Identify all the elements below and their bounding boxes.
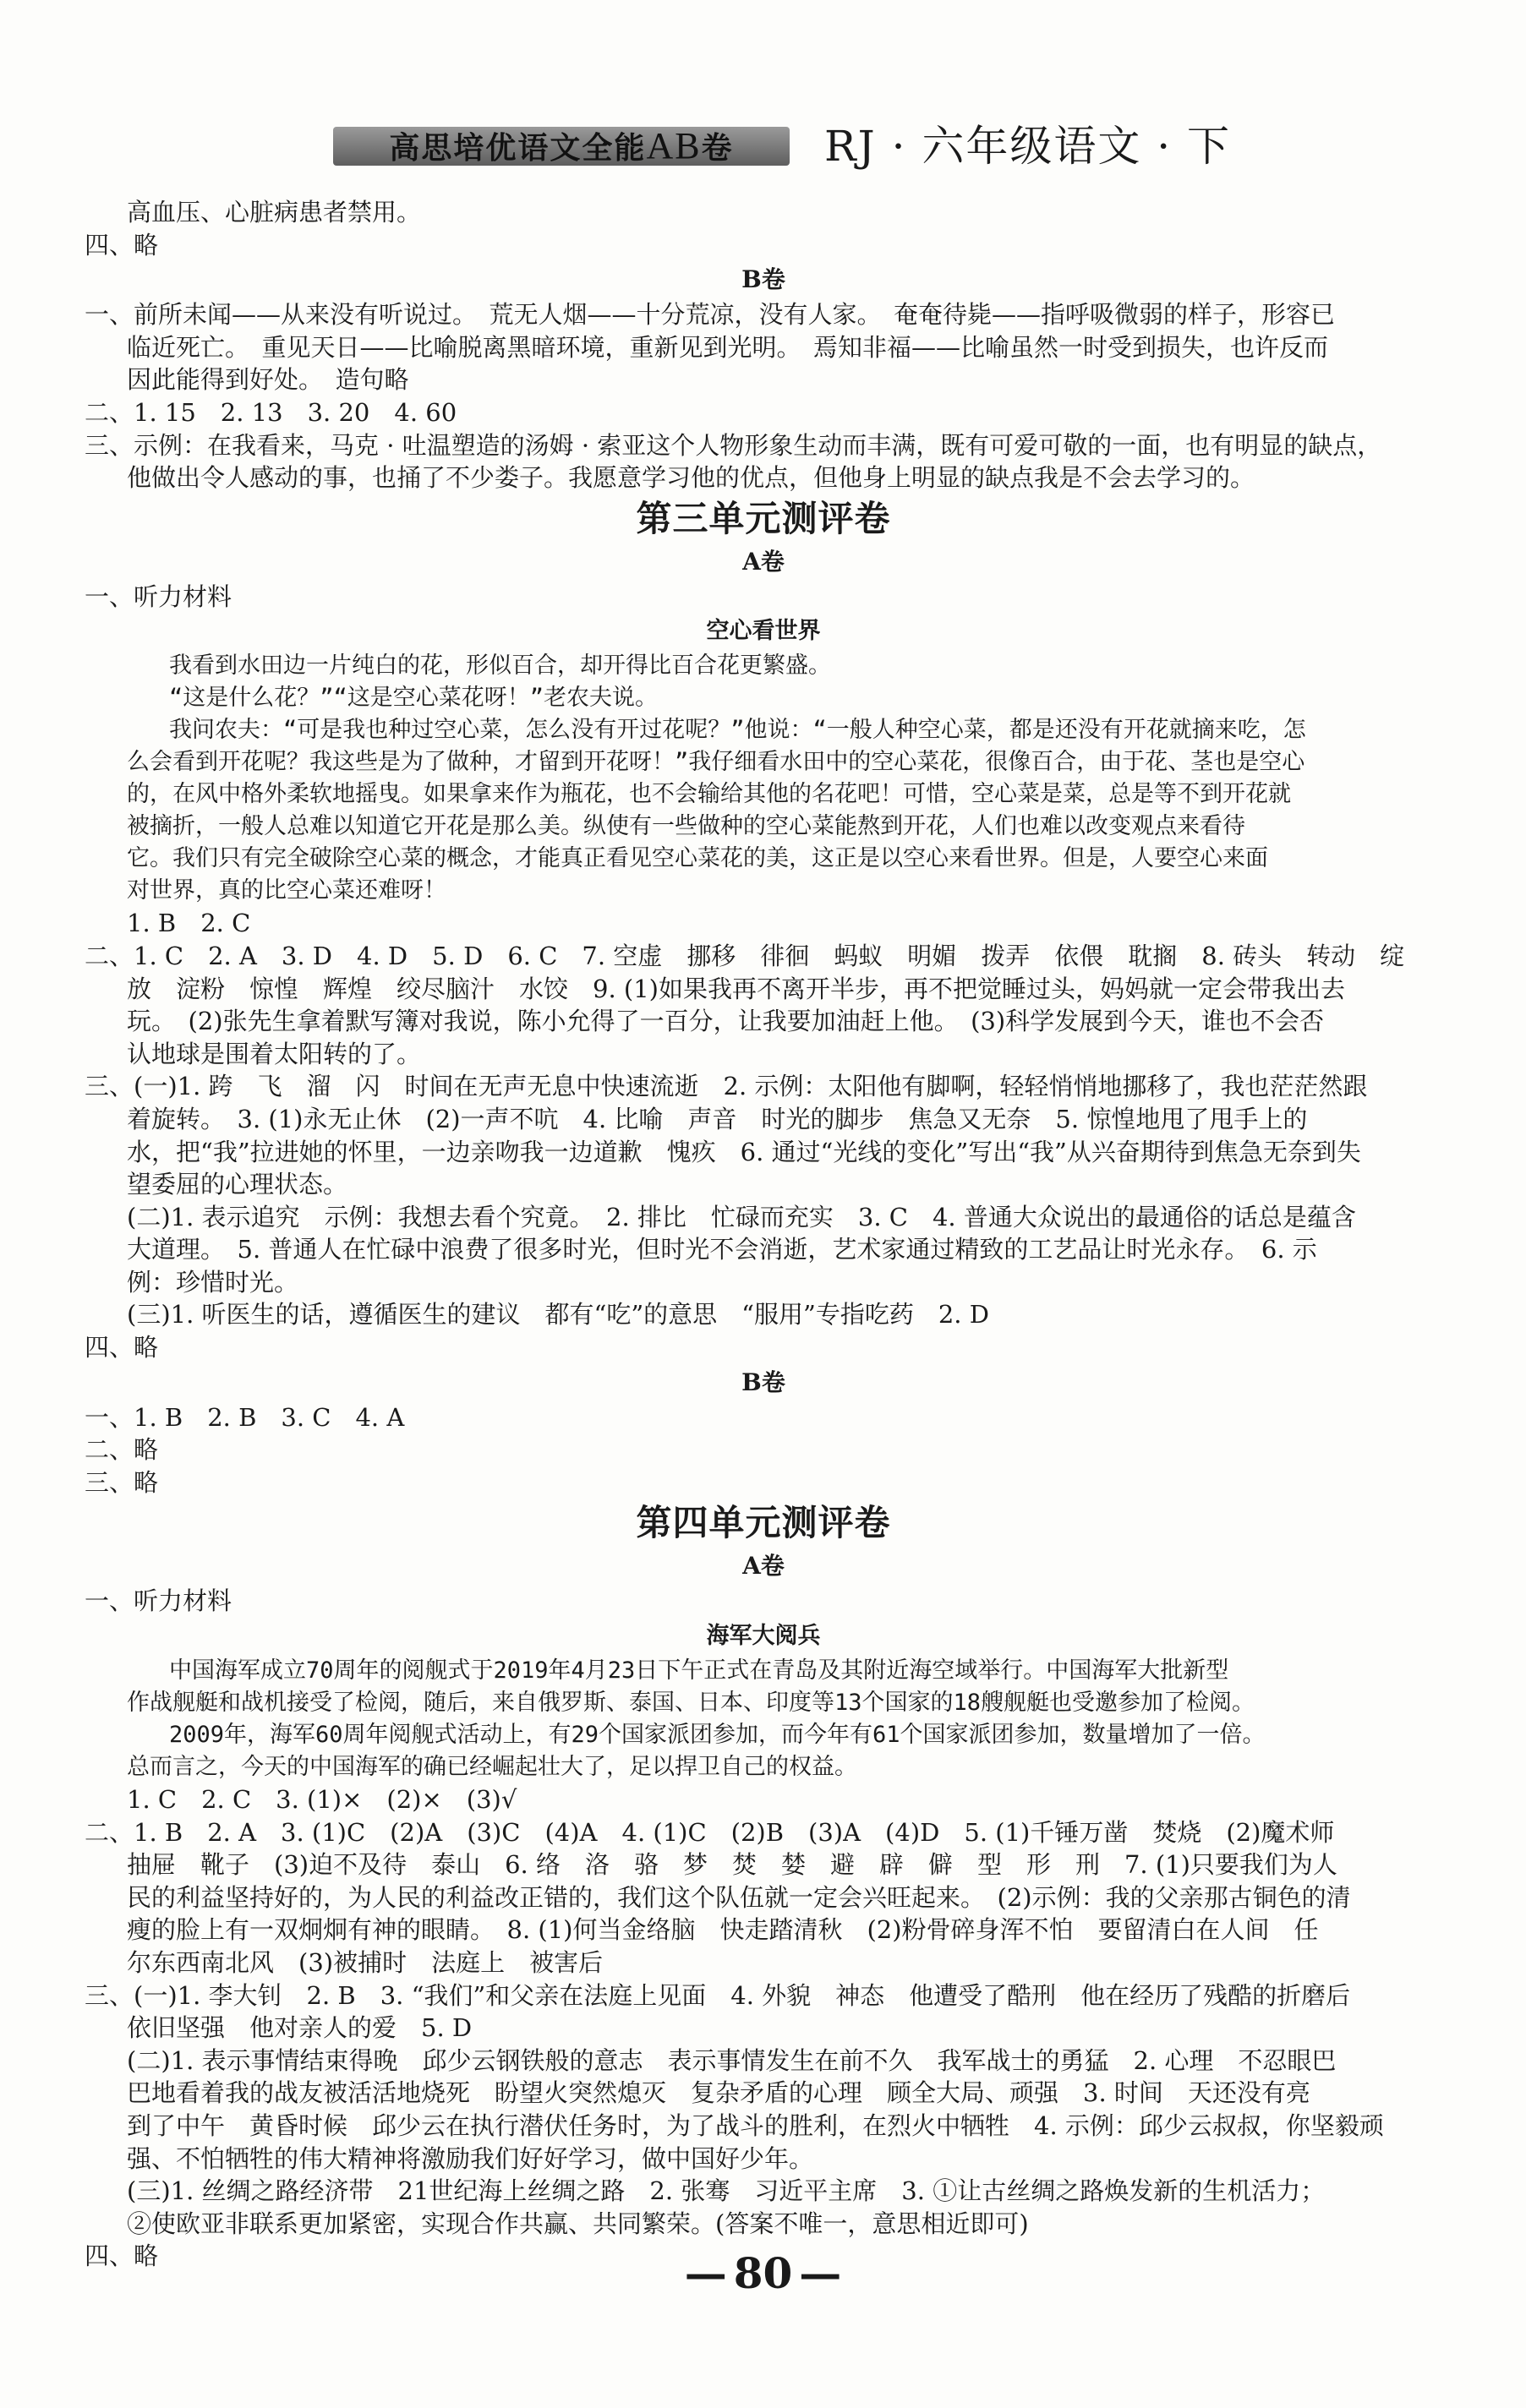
story-line: 对世界，真的比空心菜还难呀！	[127, 877, 446, 904]
answer-line: 玩。 (2)张先生拿着默写簿对我说，陈小允得了一百分，让我要加油赶上他。 (3)科学发展到今天，谁也不会否	[127, 1007, 1325, 1036]
answer-line: (二)1. 表示事情结束得晚 邱少云钢铁般的意志 表示事情发生在前不久 我军战士的勇猛 2. 心理 不忍眼巴	[127, 2045, 1337, 2075]
answer-line: 四、略	[85, 1333, 159, 1362]
answer-line: 因此能得到好处。 造句略	[127, 365, 409, 395]
answer-line: 二、1. B 2. A 3. (1)C (2)A (3)C (4)A 4. (1)C (2)B (3)A (4)D 5. (1)千锤万凿 焚烧 (2)魔术师	[85, 1817, 1335, 1847]
section-heading: 一、听力材料	[85, 582, 232, 611]
answer-line: 着旋转。 3. (1)永无止休 (2)一声不吭 4. 比喻 声音 时光的脚步 焦急又无奈 5. 惊惶地甩了甩手上的	[127, 1104, 1308, 1133]
answer-line: 望委屈的心理状态。	[127, 1170, 348, 1199]
unit-3-title: 第三单元测评卷	[636, 497, 891, 539]
listening-title: 空心看世界	[706, 618, 821, 645]
answer-line: 认地球是围着太阳转的了。	[127, 1039, 422, 1068]
answer-line: 尔东西南北风 (3)被捕时 法庭上 被害后	[127, 1948, 604, 1977]
listening-title: 海军大阅兵	[706, 1623, 821, 1650]
section-heading: 一、听力材料	[85, 1586, 232, 1616]
answer-line: 三、略	[85, 1467, 159, 1497]
answer-line: 1. C 2. C 3. (1)× (2)× (3)√	[127, 1785, 517, 1815]
answer-line: 四、略	[85, 2241, 159, 2271]
answer-content	[85, 196, 1442, 2273]
series-title-suffix: 卷	[701, 130, 734, 166]
series-banner	[333, 127, 790, 166]
answer-line: 放 淀粉 惊惶 辉煌 绞尽脑汁 水饺 9. (1)如果我再不离开半步，再不把觉睡过头，妈妈就一定会带我出去	[127, 974, 1345, 1003]
answer-line: 高血压、心脏病患者禁用。	[127, 198, 422, 227]
page-dash-left: —	[684, 2248, 727, 2298]
answer-line: (三)1. 丝绸之路经济带 21世纪海上丝绸之路 2. 张骞 习近平主席 3. ①让古丝绸之路焕发新的生机活力；	[127, 2176, 1326, 2206]
unit-4-title: 第四单元测评卷	[636, 1502, 891, 1544]
answer-line: 二、1. 15 2. 13 3. 20 4. 60	[85, 397, 457, 427]
story-line: 中国海军成立70周年的阅舰式于2019年4月23日下午正式在青岛及其附近海空域举行。中国海军大批新型	[169, 1657, 1229, 1685]
book-subtitle: RJ · 六年级语文 · 下	[824, 122, 1232, 171]
answer-line: (二)1. 表示追究 示例：我想去看个究竟。 2. 排比 忙碌而充实 3. C 4. 普通大众说出的最通俗的话总是蕴含	[127, 1202, 1356, 1231]
answer-line: 二、略	[85, 1435, 159, 1465]
answer-line: 三、示例：在我看来，马克 · 吐温塑造的汤姆 · 索亚这个人物形象生动而丰满，既有可爱可敬的一面，也有明显的缺点，	[85, 430, 1382, 460]
answer-line: (三)1. 听医生的话，遵循医生的建议 都有“吃”的意思 “服用”专指吃药 2. D	[127, 1300, 989, 1330]
series-title-ab: AB	[646, 125, 702, 167]
series-title-prefix: 高思培优语文全能	[389, 130, 647, 166]
answer-line: 依旧坚强 他对亲人的爱 5. D	[127, 2013, 473, 2043]
story-line: 2009年，海军60周年阅舰式活动上，有29个国家派团参加，而今年有61个国家派团参加，数量增加了一倍。	[169, 1722, 1266, 1749]
answer-line: 抽屉 靴子 (3)迫不及待 泰山 6. 络 洛 骆 梦 焚 婪 避 辟 僻 型 形 刑 7. (1)只要我们为人	[127, 1850, 1337, 1880]
answer-line: 他做出令人感动的事，也捅了不少娄子。我愿意学习他的优点，但他身上明显的缺点我是不会去学习的。	[127, 463, 1255, 493]
story-line: 的，在风中格外柔软地摇曳。如果拿来作为瓶花，也不会输给其他的名花吧！可惜，空心菜是菜，总是等不到开花就	[127, 781, 1291, 808]
paper-a-label: A卷	[742, 1552, 785, 1581]
story-line: 被摘折，一般人总难以知道它开花是那么美。纵使有一些做种的空心菜能熬到开花，人们也难以改变观点来看待	[127, 813, 1245, 840]
paper-a-label: A卷	[742, 547, 785, 576]
page-footer	[0, 2248, 1526, 2299]
answer-line: 一、前所未闻——从来没有听说过。 荒无人烟——十分荒凉，没有人家。 奄奄待毙——指呼吸微弱的样子，形容已	[85, 300, 1336, 330]
answer-line: 四、略	[85, 230, 159, 259]
story-line: 作战舰艇和战机接受了检阅，随后，来自俄罗斯、泰国、日本、印度等13个国家的18艘舰艇也受邀参加了检阅。	[127, 1690, 1255, 1717]
answer-line: 到了中午 黄昏时候 邱少云在执行潜伏任务时，为了战斗的胜利，在烈火中牺牲 4. 示例：邱少云叔叔，你坚毅顽	[127, 2110, 1384, 2140]
answer-line: 水，把“我”拉进她的怀里，一边亲吻我一边道歉 愧疚 6. 通过“光线的变化”写出“我”从兴奋期待到焦急无奈到失	[127, 1137, 1361, 1166]
answer-line: 一、1. B 2. B 3. C 4. A	[85, 1402, 405, 1432]
answer-line: 巴地看着我的战友被活活地烧死 盼望火突然熄灭 复杂矛盾的心理 顾全大局、顽强 3. 时间 天还没有亮	[127, 2078, 1310, 2108]
story-line: 我问农夫：“可是我也种过空心菜，怎么没有开过花呢？”他说：“一般人种空心菜，都是还没有开花就摘来吃，怎	[169, 717, 1306, 744]
answer-line: 例：珍惜时光。	[127, 1267, 299, 1297]
answer-line: 二、1. C 2. A 3. D 4. D 5. D 6. C 7. 空虚 挪移 徘徊 蚂蚁 明媚 拨弄 依偎 耽搁 8. 砖头 转动 绽	[85, 941, 1405, 970]
answer-line: 三、(一)1. 李大钊 2. B 3. “我们”和父亲在法庭上见面 4. 外貌 神态 他遭受了酷刑 他在经历了残酷的折磨后	[85, 1980, 1351, 2010]
answer-line: 瘦的脸上有一双炯炯有神的眼睛。 8. (1)何当金络脑 快走踏清秋 (2)粉骨碎身浑不怕 要留清白在人间 任	[127, 1915, 1319, 1945]
story-line: “这是什么花？”“这是空心菜花呀！”老农夫说。	[169, 685, 659, 712]
answer-line: 1. B 2. C	[127, 909, 251, 938]
series-title	[333, 127, 790, 167]
page-number: 80	[733, 2248, 793, 2298]
answer-line: 民的利益坚持好的，为人民的利益改正错的，我们这个队伍就一定会兴旺起来。 (2)示例：我的父亲那古铜色的清	[127, 1882, 1351, 1912]
answer-line: 大道理。 5. 普通人在忙碌中浪费了很多时光，但时光不会消逝，艺术家通过精致的工艺品让时光永存。 6. 示	[127, 1235, 1317, 1264]
story-line: 么会看到开花呢？我这些是为了做种，才留到开花呀！”我仔细看水田中的空心菜花，很像百合，由于花、茎也是空心	[127, 749, 1305, 776]
story-line: 总而言之，今天的中国海军的确已经崛起壮大了，足以捍卫自己的权益。	[127, 1754, 857, 1781]
answer-line: 三、(一)1. 跨 飞 溜 闪 时间在无声无息中快速流逝 2. 示例：太阳他有脚啊，轻轻悄悄地挪移了，我也茫茫然跟	[85, 1072, 1368, 1101]
page-header	[0, 115, 1526, 183]
story-line: 它。我们只有完全破除空心菜的概念，才能真正看见空心菜花的美，这正是以空心来看世界。但是，人要空心来面	[127, 845, 1268, 872]
answer-line: ②使欧亚非联系更加紧密，实现合作共赢、共同繁荣。(答案不唯一，意思相近即可)	[127, 2209, 1029, 2238]
answer-line: 强、不怕牺牲的伟大精神将激励我们好好学习，做中国好少年。	[127, 2143, 814, 2173]
answer-line: 临近死亡。 重见天日——比喻脱离黑暗环境，重新见到光明。 焉知非福——比喻虽然一时受到损失，也许反而	[127, 332, 1329, 362]
page-dash-right: —	[799, 2248, 842, 2298]
paper-b-label: B卷	[741, 1368, 785, 1396]
story-line: 我看到水田边一片纯白的花，形似百合，却开得比百合花更繁盛。	[169, 653, 831, 680]
paper-b-label: B卷	[741, 265, 785, 294]
